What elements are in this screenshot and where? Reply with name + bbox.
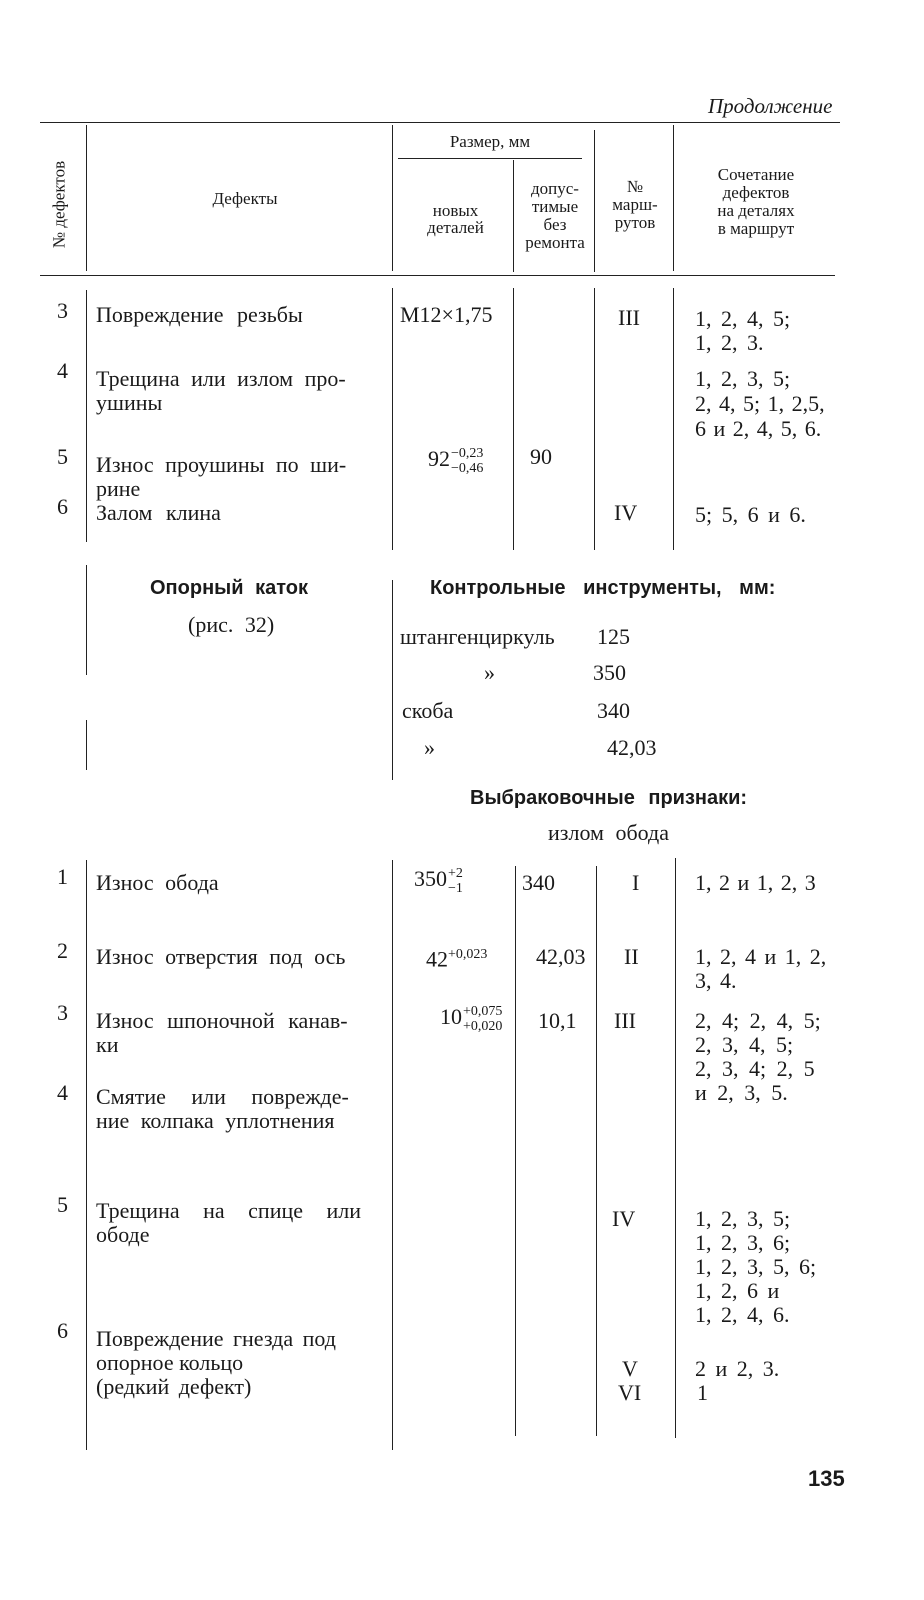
section-divider-a [86, 565, 87, 675]
header-bottom-rule [40, 275, 835, 276]
route-number: V [622, 1356, 638, 1381]
new-size-tolerance [414, 866, 463, 896]
defect-name: Смятие или поврежде- [96, 1084, 349, 1109]
combo-line: 6 и 2, 4, 5, 6. [695, 416, 822, 441]
route-number: II [624, 944, 639, 969]
combo-line: 2, 4, 5; 1, 2,5, [695, 391, 825, 416]
tolerance-limits [451, 446, 483, 476]
part2-divider-2 [392, 860, 393, 1450]
defect-name: Износ шпоночной канав- [96, 1008, 348, 1033]
combo-line: 2, 3, 4, 5; [695, 1032, 794, 1057]
combo-line: 3, 4. [695, 968, 737, 993]
combo-line: 1, 2, 3, 5; [695, 366, 791, 391]
part2-divider-4 [596, 866, 597, 1436]
part1-divider-2 [392, 288, 393, 550]
new-size-tolerance [428, 446, 483, 476]
part1-divider-1 [86, 290, 87, 542]
defect-name: Износ проушины по ши- [96, 452, 347, 477]
tool-name: скоба [402, 698, 454, 723]
combo-line: 1, 2, 4, 5; [695, 306, 791, 331]
combo-line: 2, 4; 2, 4, 5; [695, 1008, 821, 1033]
tool-value: 350 [593, 660, 626, 685]
allowed-size: 42,03 [536, 944, 586, 969]
combo-line: 1, 2, 4, 6. [695, 1302, 790, 1327]
part2-divider-1 [86, 860, 87, 1450]
reject-title: Выбраковочные признаки: [470, 787, 748, 809]
reject-item: излом обода [548, 820, 669, 845]
defect-name: ние колпака уплотнения [96, 1108, 335, 1133]
defect-name: Износ отверстия под ось [96, 944, 346, 969]
combo-line: 2, 3, 4; 2, 5 [695, 1056, 815, 1081]
route-number: IV [612, 1206, 636, 1231]
tolerance-lower: −0,46 [451, 461, 484, 476]
row-number: 4 [57, 1080, 68, 1105]
combo-line: 5; 5, 6 и 6. [695, 502, 806, 527]
route-number: IV [614, 500, 638, 525]
tolerance-base: 10 [440, 1004, 462, 1030]
tolerance-lower: +0,020 [463, 1019, 503, 1034]
section-divider-c [392, 580, 393, 780]
tolerance-upper: +0,075 [463, 1004, 503, 1019]
header-combo-3: на деталях [717, 201, 795, 220]
part2-divider-5 [675, 858, 676, 1438]
new-size-tolerance [440, 1004, 502, 1034]
section-title: Опорный каток [150, 577, 308, 599]
defect-name: Трещина или излом про- [96, 366, 346, 391]
row-number: 4 [57, 358, 68, 383]
tolerance-base: 42 [426, 946, 448, 972]
col-divider-2 [392, 125, 393, 271]
part1-divider-3 [513, 288, 514, 550]
tools-title: Контрольные инструменты, мм: [430, 577, 776, 599]
defect-name: Повреждение резьбы [96, 302, 303, 327]
combo-line: 1, 2, 3, 5; [695, 1206, 791, 1231]
continuation-label: Продолжение [708, 94, 833, 118]
row-number: 5 [57, 1192, 68, 1217]
new-size: M12×1,75 [400, 302, 493, 327]
allowed-size: 340 [522, 870, 555, 895]
tolerance-limits [463, 1004, 502, 1034]
new-size-tolerance [426, 942, 487, 971]
combo-line: 1, 2, 4 и 1, 2, [695, 944, 827, 969]
table-top-rule [40, 122, 840, 123]
row-number: 6 [57, 494, 68, 519]
header-allowed-2: тимые [531, 197, 579, 216]
tool-value: 42,03 [607, 735, 657, 760]
defect-name: (редкий дефект) [96, 1374, 252, 1399]
header-defects: Дефекты [212, 189, 278, 208]
col-divider-1 [86, 125, 87, 271]
header-size: Размер, мм [449, 132, 531, 151]
header-routes-1: № [626, 177, 644, 196]
header-new-1: новых [432, 201, 479, 220]
tolerance-base: 350 [414, 866, 447, 892]
combo-line: 1 [697, 1380, 708, 1405]
defect-name: Трещина на спице или [96, 1198, 362, 1223]
header-new-2: деталей [427, 218, 484, 237]
tolerance-upper: −0,23 [451, 446, 484, 461]
row-number: 3 [57, 298, 68, 323]
combo-line: и 2, 3, 5. [695, 1080, 788, 1105]
section-figure-ref: (рис. 32) [188, 612, 275, 637]
route-number: VI [618, 1380, 642, 1405]
combo-line: 1, 2, 3, 6; [695, 1230, 791, 1255]
defect-name: ободе [96, 1222, 150, 1247]
combo-line: 1, 2, 3. [695, 330, 764, 355]
tolerance-limits [448, 866, 463, 896]
header-combo-2: дефектов [722, 183, 790, 202]
route-number: III [618, 305, 640, 330]
defect-name: рине [96, 476, 141, 501]
tool-name: » [484, 660, 495, 685]
tolerance-base: 92 [428, 446, 450, 472]
route-number: I [632, 870, 640, 895]
header-routes-2: марш- [612, 195, 658, 214]
page-number: 135 [808, 1466, 845, 1491]
tool-name: » [424, 735, 435, 760]
route-number: III [614, 1008, 636, 1033]
defect-name: Залом клина [96, 500, 221, 525]
part2-divider-3 [515, 866, 516, 1436]
defect-name: ушины [96, 390, 163, 415]
tool-name: штангенциркуль [400, 624, 555, 649]
header-allowed-3: без [543, 215, 567, 234]
tool-value: 125 [597, 624, 630, 649]
combo-line: 2 и 2, 3. [695, 1356, 780, 1381]
part1-divider-5 [673, 288, 674, 550]
header-routes-3: рутов [614, 213, 656, 232]
row-number: 6 [57, 1318, 68, 1343]
allowed-size: 10,1 [538, 1008, 577, 1033]
row-number: 2 [57, 938, 68, 963]
row-number: 3 [57, 1000, 68, 1025]
defect-name: ки [96, 1032, 119, 1057]
header-allowed-1: допус- [531, 179, 579, 198]
header-combo-4: в маршрут [717, 219, 795, 238]
row-number: 5 [57, 444, 68, 469]
defect-name: Износ обода [96, 870, 219, 895]
col-divider-3 [513, 160, 514, 272]
combo-line: 1, 2, 6 и [695, 1278, 780, 1303]
size-subheader-rule [398, 158, 582, 159]
combo-line: 1, 2, 3, 5, 6; [695, 1254, 817, 1279]
combo-line: 1, 2 и 1, 2, 3 [695, 870, 816, 895]
tolerance-upper: +2 [448, 866, 463, 881]
tolerance-upper: +0,023 [448, 947, 488, 962]
part1-divider-4 [594, 288, 595, 550]
header-allowed-4: ремонта [525, 233, 585, 252]
defect-name: опорное кольцо [96, 1350, 244, 1375]
row-number: 1 [57, 864, 68, 889]
allowed-size: 90 [530, 444, 552, 469]
section-divider-b [86, 720, 87, 770]
header-defect-no: № дефектов [49, 160, 69, 249]
header-combo-1: Сочетание [717, 165, 795, 184]
tool-value: 340 [597, 698, 630, 723]
defect-name: Повреждение гнезда под [96, 1326, 336, 1351]
tolerance-lower: −1 [448, 881, 463, 896]
